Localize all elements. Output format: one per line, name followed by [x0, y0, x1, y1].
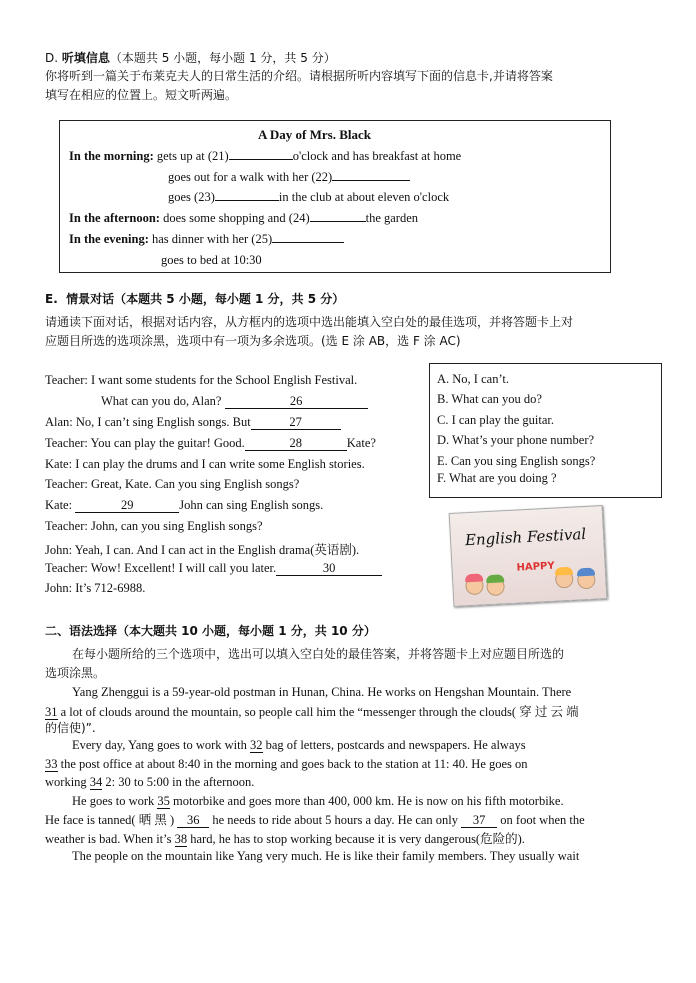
passage-line-9 [45, 829, 525, 847]
blank-35[interactable]: 35 [157, 794, 170, 808]
section-2-title: 二、语法选择（本大题共 10 小题，每小题 1 分，共 10 分） [45, 624, 376, 638]
passage-line-7-a: He goes to work [72, 794, 158, 808]
english-festival-poster [449, 505, 608, 607]
passage-line-10: The people on the mountain like Yang very much. He is like their family members. They usually wait [72, 849, 580, 863]
blank-31[interactable]: 31 [45, 705, 58, 719]
dialog-line-7-speaker: Kate: [45, 498, 73, 512]
afternoon-text-b: the garden [365, 211, 419, 225]
afternoon-label: In the afternoon: [69, 211, 160, 225]
afternoon-text: does some shopping and (24) [163, 211, 310, 225]
blank-27[interactable]: 27 [251, 416, 341, 430]
passage-line-4-a: Every day, Yang goes to work with [72, 738, 250, 752]
section-2-instruction-2: 选项涂黑。 [45, 666, 106, 680]
blank-24[interactable] [310, 221, 366, 222]
card-morning-row-2 [168, 170, 410, 185]
passage-line-5-text: the post office at about 8:40 in the morning and goes back to the station at 11: 40. He goes on [57, 757, 528, 771]
morning-label: In the morning: [69, 149, 154, 163]
blank-38[interactable]: 38 [174, 832, 188, 846]
child-face-icon [465, 576, 484, 595]
dialog-line-10 [45, 561, 382, 576]
card-afternoon-row [69, 211, 418, 226]
blank-29[interactable]: 29 [75, 499, 179, 513]
dialog-line-8: Teacher: John, can you sing English songs? [45, 519, 263, 533]
dialog-line-7 [45, 498, 323, 513]
blank-34[interactable]: 34 [89, 775, 103, 789]
poster-happy: HAPPY [516, 560, 555, 574]
section-e-heading: 情景对话（本题共 5 小题，每小题 1 分，共 5 分） [66, 292, 345, 306]
blank-32[interactable]: 32 [250, 738, 263, 752]
evening-label: In the evening: [69, 232, 149, 246]
blank-33[interactable]: 33 [45, 757, 58, 771]
blank-21[interactable] [229, 159, 293, 160]
passage-line-4-b: bag of letters, postcards and newspapers. He always [262, 738, 526, 752]
child-face-icon [555, 570, 574, 589]
passage-line-6-b: 2: 30 to 5:00 in the afternoon. [102, 775, 255, 789]
section-d-rest: （本题共 5 小题，每小题 1 分，共 5 分） [109, 51, 336, 65]
option-a: A. No, I can’t. [437, 372, 509, 386]
passage-line-3: 的信使)”. [45, 721, 96, 735]
passage-line-8-a: He face is tanned( 晒 黑 ) [45, 813, 178, 827]
blank-22[interactable] [332, 180, 410, 181]
poster-title: English Festival [464, 524, 587, 550]
passage-line-8-c: on foot when the [497, 813, 585, 827]
option-b: B. What can you do? [437, 392, 542, 406]
section-d-prefix: D. [45, 51, 59, 65]
section-2-instruction-1: 在每小题所给的三个选项中，选出可以填入空白处的最佳答案，并将答题卡上对应题目所选的 [72, 647, 565, 661]
card-evening-row [69, 232, 344, 247]
section-d-instruction-1: 你将听到一篇关于布莱克夫人的日常生活的介绍。请根据所听内容填写下面的信息卡,并请将答案 [45, 69, 553, 83]
passage-line-1: Yang Zhenggui is a 59-year-old postman in Hunan, China. He works on Hengshan Mountain. There [72, 685, 572, 699]
passage-line-6-a: working [45, 775, 90, 789]
option-d: D. What’s your phone number? [437, 433, 595, 447]
passage-line-7-b: motorbike and goes more than 400, 000 km. He is now on his fifth motorbike. [169, 794, 564, 808]
morning-text-3b: in the club at about eleven o'clock [278, 190, 450, 204]
passage-line-2-text: a lot of clouds around the mountain, so people call him the “messenger through the clouds( 穿 过 云 端 [57, 705, 579, 719]
section-d-instruction-2: 填写在相应的位置上。短文听两遍。 [45, 88, 238, 102]
passage-line-8-b: he needs to ride about 5 hours a day. He can only [209, 813, 462, 827]
dialog-line-6: Teacher: Great, Kate. Can you sing English songs? [45, 477, 300, 491]
dialog-line-3 [45, 415, 341, 430]
section-e-instruction-2: 应题目所选的选项涂黑，选项中有一项为多余选项。(选 E 涂 AB，选 F 涂 AC) [45, 334, 461, 348]
card-morning-row-3 [168, 190, 449, 205]
passage-line-7 [72, 794, 564, 809]
blank-26[interactable]: 26 [225, 395, 368, 409]
blank-30[interactable]: 30 [276, 562, 382, 576]
blank-37[interactable]: 37 [461, 814, 497, 828]
blank-28[interactable]: 28 [245, 437, 347, 451]
card-title: A Day of Mrs. Black [258, 127, 372, 142]
section-d-title [45, 49, 336, 66]
passage-line-5 [45, 757, 528, 772]
dialog-line-3-text: Alan: No, I can’t sing English songs. But [45, 415, 251, 429]
evening-text-1: has dinner with her (25) [152, 232, 273, 246]
dialog-line-2 [101, 394, 368, 409]
option-e: E. Can you sing English songs? [437, 454, 596, 468]
morning-text-2: goes out for a walk with her (22) [168, 170, 333, 184]
morning-text-1b: o'clock and has breakfast at home [292, 149, 462, 163]
child-face-icon [486, 577, 505, 596]
passage-line-9-b: hard, he has to stop working because it is very dangerous(危险的). [187, 832, 525, 846]
dialog-line-4-end: Kate? [346, 436, 376, 450]
dialog-line-4 [45, 436, 376, 451]
dialog-line-4-text: Teacher: You can play the guitar! Good. [45, 436, 245, 450]
option-f: F. What are you doing ? [437, 471, 557, 485]
dialog-line-9: John: Yeah, I can. And I can act in the English drama(英语剧). [45, 543, 360, 557]
evening-text-2: goes to bed at 10:30 [161, 253, 262, 267]
dialog-line-5: Kate: I can play the drums and I can write some English stories. [45, 457, 365, 471]
section-e-instruction-1: 请通读下面对话，根据对话内容，从方框内的选项中选出能填入空白处的最佳选项，并将答题卡上对 [45, 315, 574, 329]
morning-text-3: goes (23) [168, 190, 215, 204]
option-c: C. I can play the guitar. [437, 413, 554, 427]
dialog-line-10-text: Teacher: Wow! Excellent! I will call you later. [45, 561, 277, 575]
passage-line-4 [72, 738, 526, 753]
passage-line-6 [45, 775, 254, 790]
blank-25[interactable] [272, 242, 344, 243]
section-e-prefix: E. [45, 292, 58, 306]
blank-36[interactable]: 36 [177, 814, 209, 828]
dialog-line-11: John: It’s 712-6988. [45, 581, 146, 595]
dialog-line-2-text: What can you do, Alan? [101, 394, 222, 408]
passage-line-8 [45, 810, 585, 828]
section-d-bold: 听填信息 [61, 51, 110, 65]
passage-line-2 [45, 702, 579, 720]
child-face-icon [577, 571, 596, 590]
passage-line-9-a: weather is bad. When it’s [45, 832, 175, 846]
dialog-line-1: Teacher: I want some students for the School English Festival. [45, 373, 358, 387]
card-morning-row-1 [69, 149, 461, 164]
dialog-line-7-text: John can sing English songs. [179, 498, 324, 512]
blank-23[interactable] [215, 200, 279, 201]
section-e-title [45, 290, 344, 307]
morning-text-1: gets up at (21) [156, 149, 229, 163]
